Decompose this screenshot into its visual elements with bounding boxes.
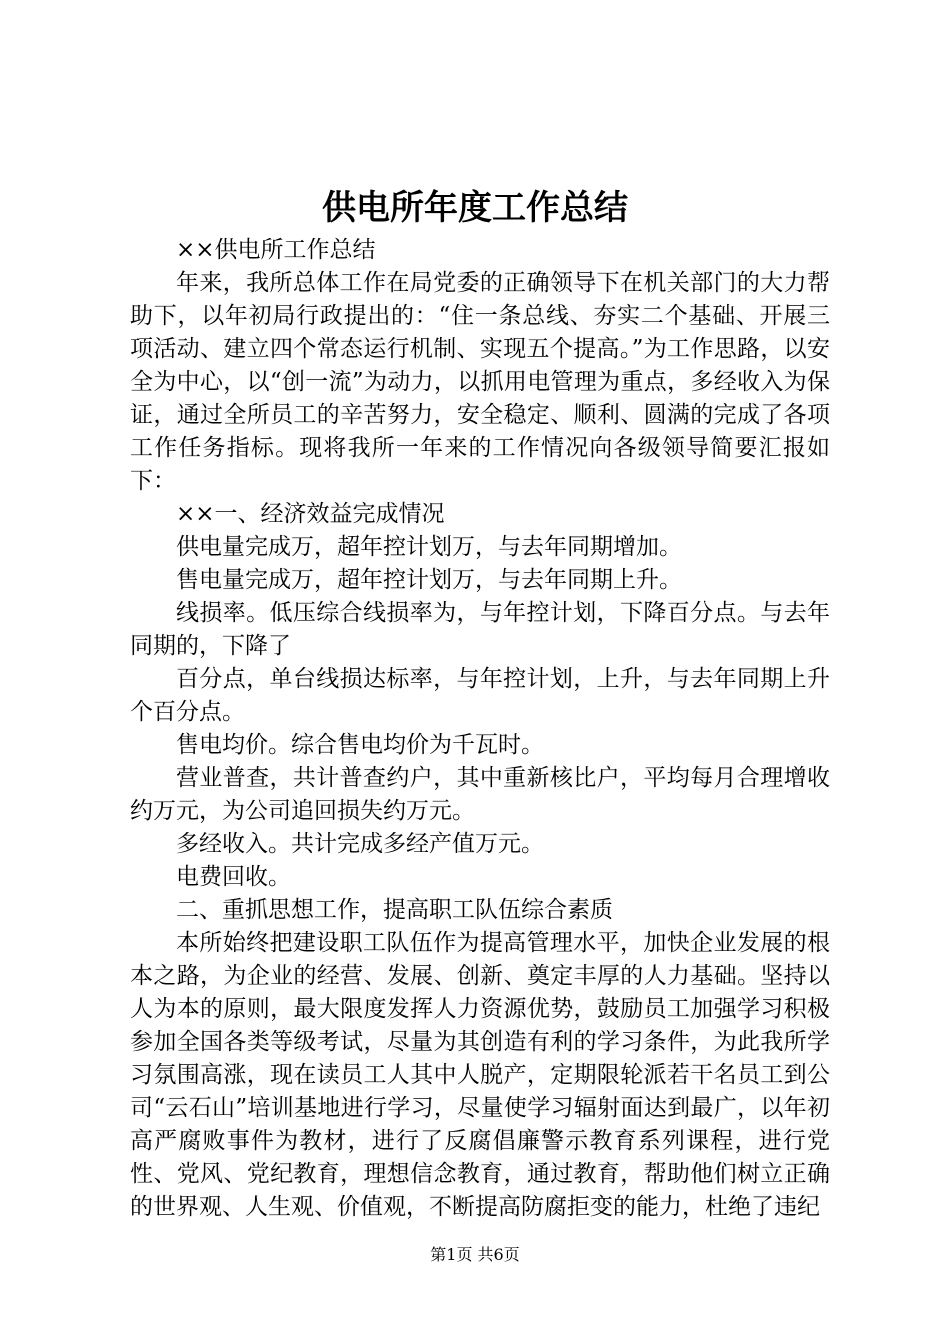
paragraph: ××一、经济效益完成情况 bbox=[176, 501, 445, 527]
paragraph: 年来，我所总体工作在局党委的正确领导下在机关部门的大力帮助下，以年初局行政提出的：“住一条总线、夯实二个基础、开展三项活动、建立四个常态运行机制、实现五个提高。”为工作思路，以安全为中心，以“创一流”为动力，以抓用电管理为重点，多经收入为保证，通过全所员工的辛苦努力，安全稳定、顺利、圆满的完成了各项工作任务指标。现将我所一年来的工作情况向各级领导简要汇报如下： bbox=[130, 270, 830, 494]
paragraph: 供电量完成万，超年控计划万，与去年同期增加。 bbox=[176, 534, 682, 560]
paragraph: 营业普查，共计普查约户，其中重新核比户，平均每月合理增收约万元，为公司追回损失约万元。 bbox=[130, 765, 830, 824]
page-footer: 第1页 共6页 bbox=[430, 1245, 520, 1264]
paragraph: 百分点，单台线损达标率，与年控计划，上升，与去年同期上升个百分点。 bbox=[130, 666, 830, 725]
paragraph: 售电量完成万，超年控计划万，与去年同期上升。 bbox=[176, 567, 682, 593]
paragraph: 本所始终把建设职工队伍作为提高管理水平，加快企业发展的根本之路，为企业的经营、发展、创新、奠定丰厚的人力基础。坚持以人为本的原则，最大限度发挥人力资源优势，鼓励员工加强学习积极参加全国各类等级考试，尽量为其创造有利的学习条件，为此我所学习氛围高涨，现在读员工人其中人脱产，定期限轮派若干名员工到公司“云石山”培训基地进行学习，尽量使学习辐射面达到最广，以年初高严腐败事件为教材，进行了反腐倡廉警示教育系列课程，进行党性、党风、党纪教育，理想信念教育，通过教育，帮助他们树立正确的世界观、人生观、价值观，不断提高防腐拒变的能力，杜绝了违纪 bbox=[130, 930, 830, 1220]
document-title: 供电所年度工作总结 bbox=[322, 188, 628, 228]
document-body bbox=[130, 234, 830, 1224]
paragraph: 多经收入。共计完成多经产值万元。 bbox=[176, 831, 544, 857]
paragraph: 电费回收。 bbox=[176, 864, 291, 890]
paragraph: ××供电所工作总结 bbox=[176, 237, 376, 263]
paragraph: 线损率。低压综合线损率为，与年控计划，下降百分点。与去年同期的，下降了 bbox=[130, 600, 830, 659]
paragraph: 二、重抓思想工作，提高职工队伍综合素质 bbox=[176, 897, 613, 923]
paragraph: 售电均价。综合售电均价为千瓦时。 bbox=[176, 732, 544, 758]
